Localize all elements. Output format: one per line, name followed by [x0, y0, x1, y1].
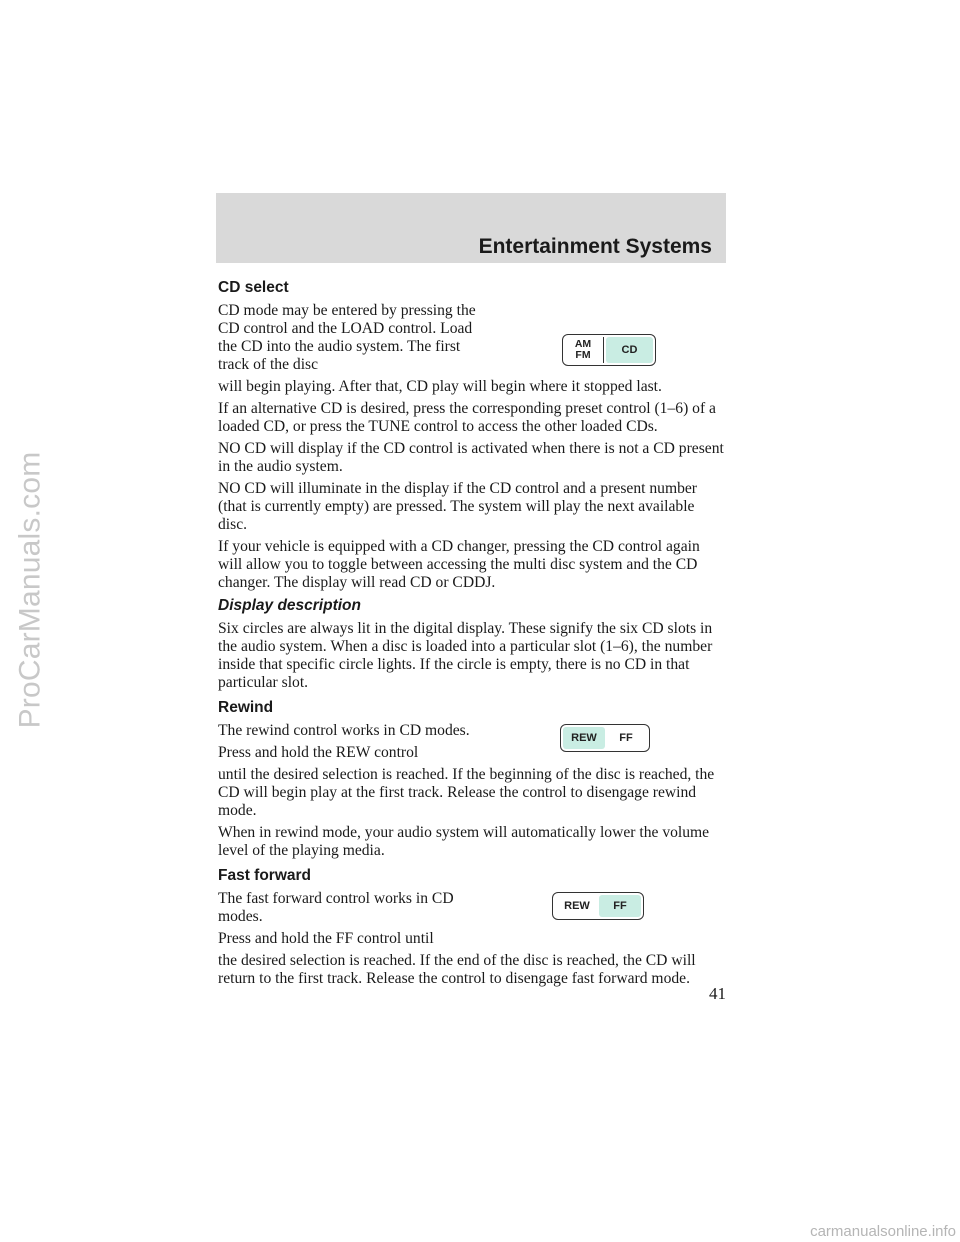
display-description-paragraph: Six circles are always lit in the digital display. These signify the six CD slots in the audio system. When a disc is loaded into a particular slot (1–6), the number inside that specific circle lights. If the circle is empty, there is no CD in that particular slot.: [218, 620, 713, 691]
side-watermark-text: ProCarManuals.com: [13, 451, 47, 729]
rew-ff-control-ff: [552, 892, 644, 920]
cd-select-paragraph-5: If your vehicle is equipped with a CD changer, pressing the CD control again will allow you to toggle between accessing the multi disc system and the CD changer. The display will read CD or CDDJ.: [218, 538, 700, 591]
rewind-paragraph-3: When in rewind mode, your audio system will automatically lower the volume level of the playing media.: [218, 824, 710, 859]
cd-select-paragraph-2: If an alternative CD is desired, press the corresponding preset control (1–6) of a loaded CD, or press the TUNE control to access the other loaded CDs.: [218, 400, 716, 435]
footer-watermark: carmanualsonline.info: [810, 1223, 956, 1240]
fast-forward-intro: [218, 890, 726, 948]
rewind-intro: [218, 722, 726, 762]
rewind-paragraph-2: Press and hold the REW control: [218, 744, 419, 761]
rew-segment: REW: [564, 900, 590, 912]
rewind-paragraph-1: The rewind control works in CD modes.: [218, 722, 470, 739]
fast-forward-paragraph-1: The fast forward control works in CD modes.: [218, 890, 454, 925]
control-divider: [603, 337, 604, 363]
cd-select-paragraph-4: NO CD will illuminate in the display if the CD control and a present number (that is currently empty) are pressed. The system will play the next available disc.: [218, 480, 697, 533]
rewind-paragraph-2-continued: until the desired selection is reached. If the beginning of the disc is reached, the CD will begin play at the first track. Release the control to disengage rewind mode.: [218, 766, 715, 819]
rew-ff-illustration-rewind: [560, 724, 650, 752]
page-number: 41: [709, 984, 726, 1003]
amfm-cd-button-illustration: [562, 334, 656, 366]
heading-cd-select: CD select: [218, 279, 289, 296]
fm-label: FM: [575, 349, 591, 361]
rew-ff-illustration-ff: [552, 892, 644, 920]
fast-forward-paragraph-2-continued: the desired selection is reached. If the end of the disc is reached, the CD will return to the first track. Release the control to disengage fast forward mode.: [218, 952, 696, 987]
side-watermark: [8, 380, 52, 800]
page-content: [218, 278, 726, 992]
cd-select-paragraph-3: NO CD will display if the CD control is activated when there is not a CD present in the audio system.: [218, 440, 724, 475]
heading-fast-forward: Fast forward: [218, 867, 312, 884]
am-label: AM: [574, 338, 592, 350]
section-header-band: [216, 193, 726, 263]
rew-ff-control-rewind: [560, 724, 650, 752]
amfm-cd-control: [562, 334, 656, 366]
rew-segment-highlighted: REW: [563, 727, 605, 749]
ff-segment-highlighted: FF: [599, 895, 641, 917]
cd-select-intro: [218, 302, 726, 374]
heading-rewind: Rewind: [218, 699, 274, 716]
cd-segment: CD: [606, 337, 653, 363]
heading-display-description: Display description: [218, 597, 361, 614]
ff-segment: FF: [619, 732, 633, 744]
fast-forward-paragraph-2: Press and hold the FF control until: [218, 930, 434, 947]
cd-select-paragraph-1: CD mode may be entered by pressing the CD control and the LOAD control. Load the CD into the audio system. The first track of the disc: [218, 302, 476, 373]
section-header-title: Entertainment Systems: [478, 235, 712, 258]
cd-select-paragraph-1-continued: will begin playing. After that, CD play will begin where it stopped last.: [218, 378, 662, 395]
amfm-segment: [565, 337, 601, 363]
